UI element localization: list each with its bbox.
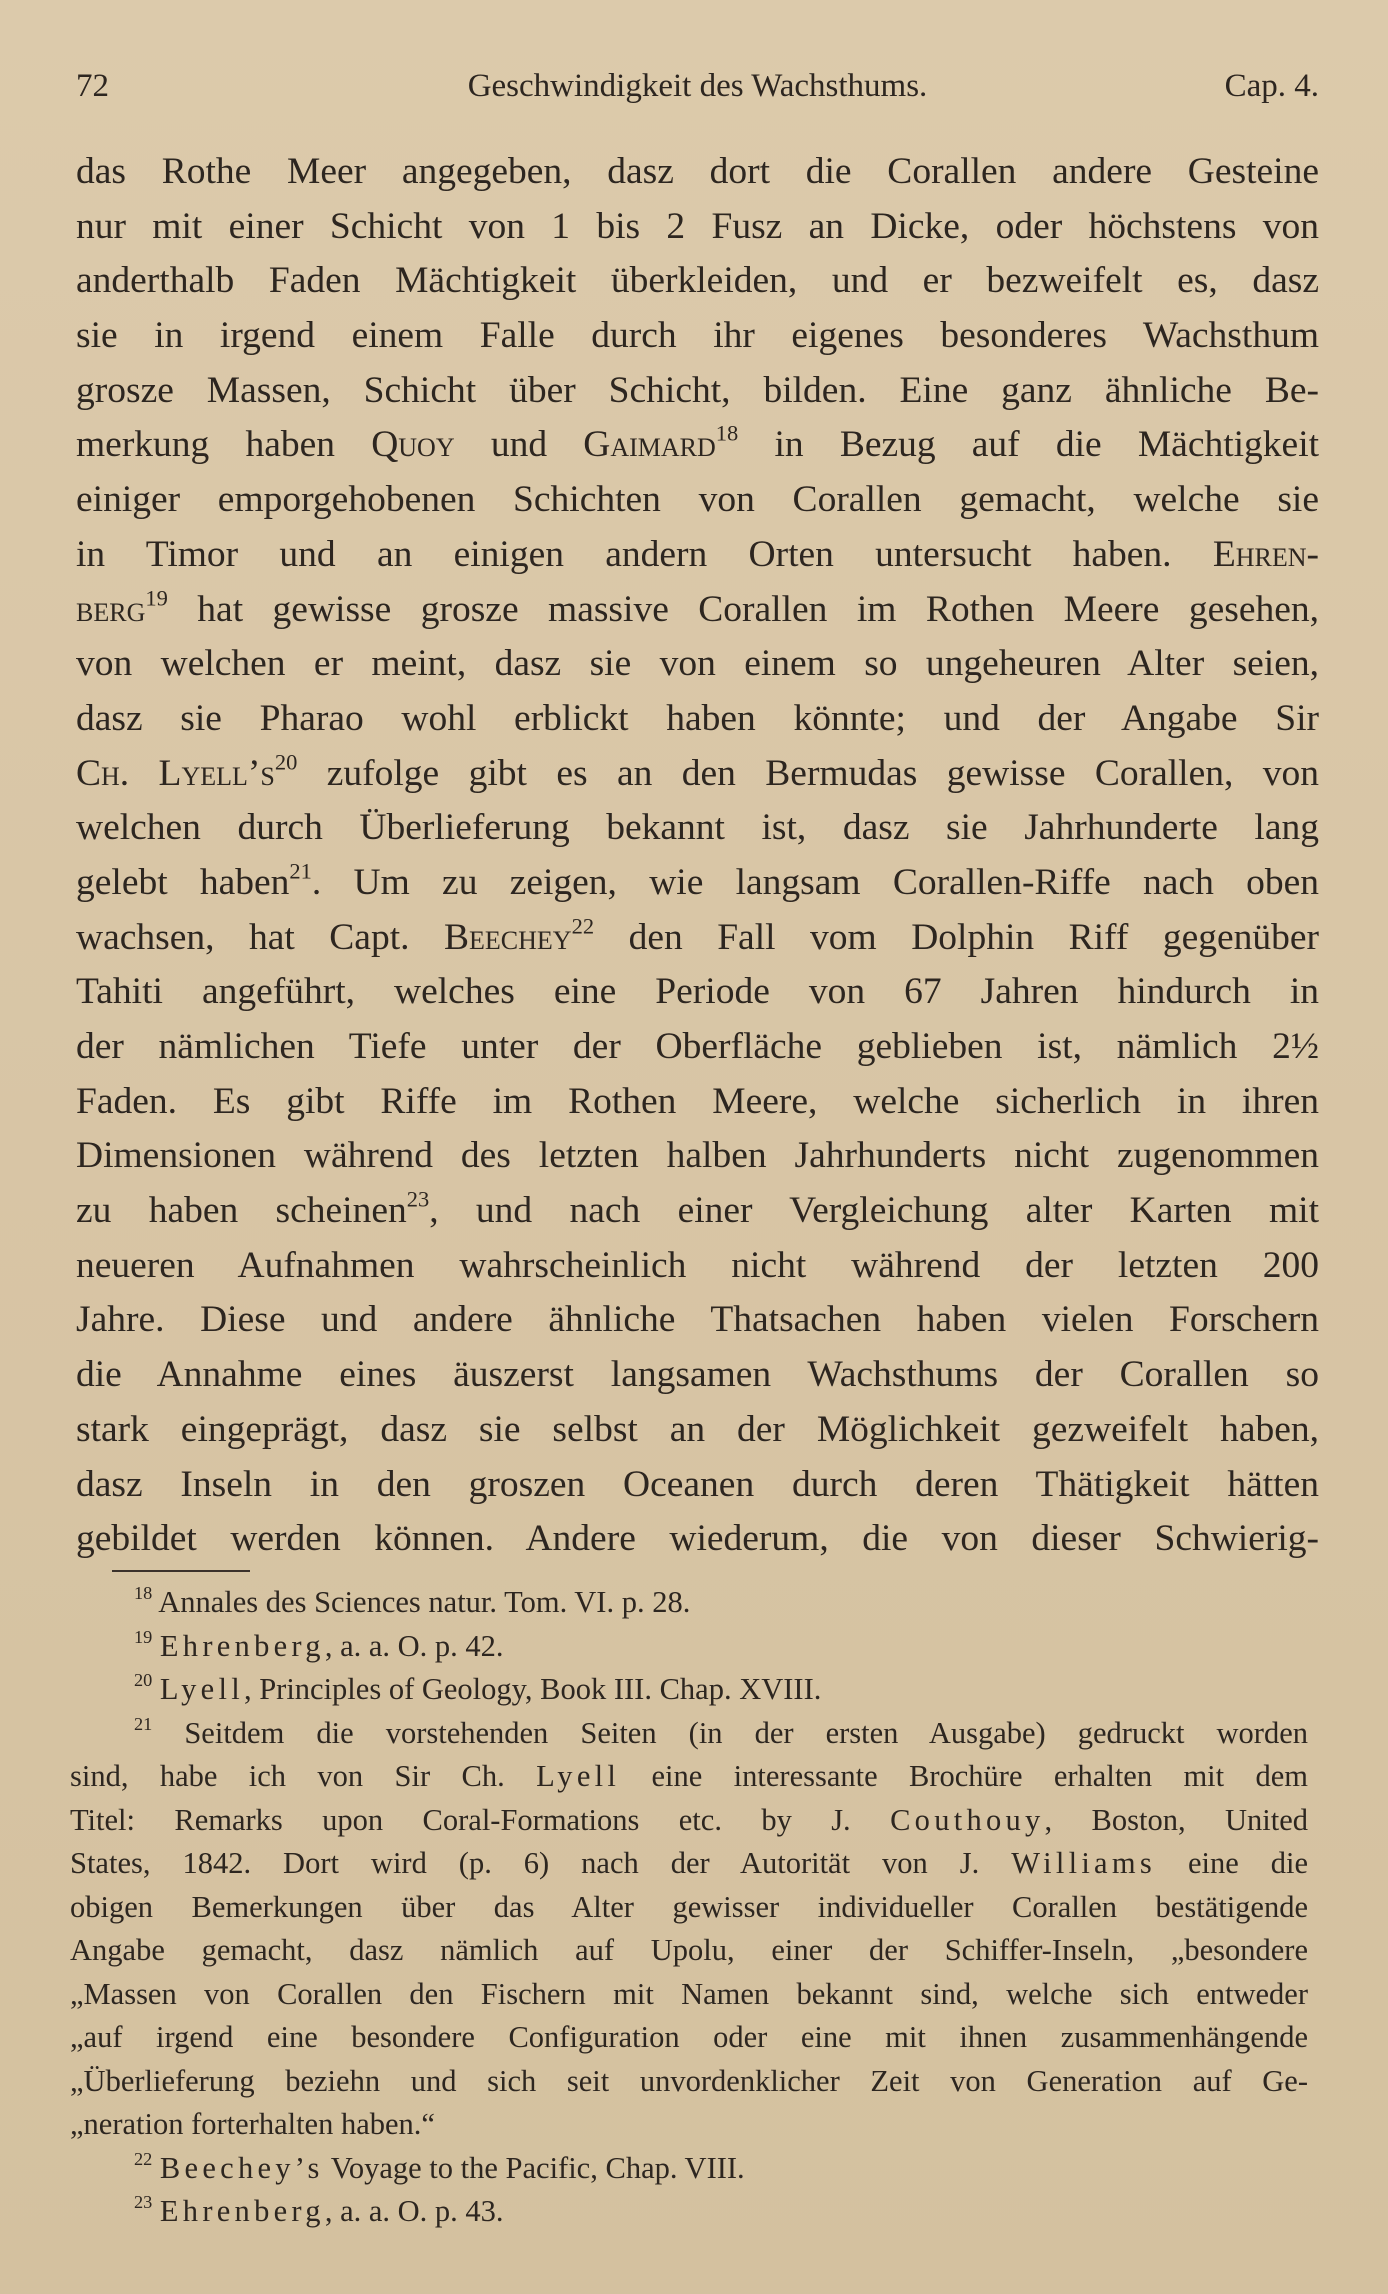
author-beechey: Beechey xyxy=(444,916,572,958)
footnote-number: 23 xyxy=(134,2192,153,2213)
footnote-text: States, 1842. Dort wird (p. 6) nach der Autorität von J. xyxy=(70,1846,980,1880)
text-line: stark eingeprägt, dasz sie selbst an der Möglichkeit gezweifelt haben, xyxy=(76,1408,1319,1450)
author-ehrenberg: Ehren- xyxy=(1212,533,1319,575)
footnote-ref-20: 20 xyxy=(274,748,298,774)
footnote-text: Annales des Sciences natur. Tom. VI. p. 28. xyxy=(158,1585,691,1619)
footnote-author: Lyell xyxy=(159,1672,244,1706)
footnote-line xyxy=(70,1755,1308,1799)
text-line: dasz Inseln in den groszen Oceanen durch deren Thätigkeit hätten xyxy=(76,1463,1319,1505)
footnote-ref-18: 18 xyxy=(715,420,739,446)
footnote-number: 19 xyxy=(134,1626,153,1647)
text-run: zufolge gibt es an den Bermudas gewisse Corallen, von xyxy=(326,752,1319,794)
footnote-author: Ehrenberg xyxy=(159,1628,325,1663)
footnote-ref-19: 19 xyxy=(145,584,168,610)
text-line: Jahre. Diese und andere ähnliche Thatsachen haben vielen Forschern xyxy=(76,1299,1319,1341)
chapter-label: Cap. 4. xyxy=(1224,68,1319,104)
footnote-line xyxy=(70,1842,1308,1886)
text-line: Tahiti angeführt, welches eine Periode von 67 Jahren hindurch in xyxy=(76,971,1319,1013)
text-line: von welchen er meint, dasz sie von einem so ungeheuren Alter seien, xyxy=(76,643,1319,685)
author-lyell: Ch. Lyell’s xyxy=(76,752,275,794)
text-line xyxy=(76,1184,1319,1239)
footnote-line: „Überlieferung beziehn und sich seit unvordenklicher Zeit von Generation auf Ge- xyxy=(70,2063,1308,2098)
footnote-21 xyxy=(70,1712,1308,1756)
page-number: 72 xyxy=(76,68,109,104)
text-line xyxy=(76,528,1319,583)
footnote-text: , a. a. O. p. 43. xyxy=(324,2194,504,2228)
text-run: wachsen, hat Capt. xyxy=(76,916,410,958)
text-line: das Rothe Meer angegeben, dasz dort die Corallen andere Gesteine xyxy=(76,151,1319,192)
footnote-text: sind, habe ich von Sir Ch. xyxy=(70,1759,505,1793)
text-run: in Timor und an einigen andern Orten untersucht haben. xyxy=(76,533,1172,575)
text-run: , und nach einer Vergleichung alter Karten mit xyxy=(429,1190,1319,1232)
footnote-ref-23: 23 xyxy=(406,1186,430,1212)
footnote-author: Lyell xyxy=(536,1759,621,1793)
footnote-text: eine die xyxy=(1188,1846,1309,1880)
text-run: zu haben scheinen xyxy=(76,1190,407,1232)
footnote-19 xyxy=(70,1625,1308,1669)
text-run: . Um zu zeigen, wie langsam Corallen-Riffe nach oben xyxy=(311,861,1319,903)
footnote-23 xyxy=(70,2190,1308,2234)
footnote-author: Williams xyxy=(1011,1846,1157,1880)
text-line: sie in irgend einem Falle durch ihr eigenes besonderes Wachsthum xyxy=(76,315,1319,357)
text-line xyxy=(76,856,1319,911)
text-run: merkung haben xyxy=(76,424,336,466)
footnote-number: 20 xyxy=(134,1670,153,1691)
footnote-text: Voyage to the Pacific, Chap. VIII. xyxy=(330,2150,745,2185)
footnote-text: , Boston, United xyxy=(1044,1802,1308,1837)
footnote-text: Titel: Remarks upon Coral-Formations etc. by J. xyxy=(70,1802,851,1837)
text-line xyxy=(76,583,1319,638)
text-line: neueren Aufnahmen wahrscheinlich nicht während der letzten 200 xyxy=(76,1244,1319,1286)
author-ehrenberg-cont: berg xyxy=(76,588,146,630)
footnote-line: „neration forterhalten haben.“ xyxy=(70,2107,435,2141)
footnote-line: obigen Bemerkungen über das Alter gewisser individueller Corallen bestätigende xyxy=(70,1889,1308,1924)
text-run: und xyxy=(490,424,548,466)
text-line xyxy=(76,911,1319,966)
text-line: Dimensionen während des letzten halben Jahrhunderts nicht zugenommen xyxy=(76,1135,1319,1177)
footnote-18 xyxy=(70,1581,1308,1625)
footnote-number: 22 xyxy=(134,2148,153,2169)
footnote-author: Beechey’s xyxy=(159,2150,324,2185)
footnote-number: 21 xyxy=(134,1713,153,1734)
text-line: welchen durch Überlieferung bekannt ist, dasz sie Jahrhunderte lang xyxy=(76,807,1319,849)
footnote-text: Seitdem die vorstehenden Seiten (in der ersten Ausgabe) gedruckt worden xyxy=(184,1715,1308,1750)
footnote-author: Ehrenberg xyxy=(159,2194,325,2228)
footnote-22 xyxy=(70,2147,1308,2191)
text-line xyxy=(76,418,1319,473)
footnote-line: „auf irgend eine besondere Configuration oder eine mit ihnen zusammenhängende xyxy=(70,2020,1308,2054)
text-run: hat gewisse grosze massive Corallen im Rothen Meere gesehen, xyxy=(197,588,1320,630)
text-line: gebildet werden können. Andere wiederum, die von dieser Schwierig- xyxy=(76,1518,1319,1560)
text-line: anderthalb Faden Mächtigkeit überkleiden, und er bezweifelt es, dasz xyxy=(76,260,1319,302)
text-line: der nämlichen Tiefe unter der Oberfläche geblieben ist, nämlich 2½ xyxy=(76,1026,1319,1067)
footnote-text: , a. a. O. p. 42. xyxy=(324,1628,504,1663)
footnote-line xyxy=(70,1799,1308,1843)
footnote-ref-22: 22 xyxy=(571,912,595,938)
text-line: die Annahme eines äuszerst langsamen Wachsthums der Corallen so xyxy=(76,1354,1319,1396)
text-line: einiger emporgehobenen Schichten von Corallen gemacht, welche sie xyxy=(76,479,1319,521)
text-run: gelebt haben xyxy=(76,861,290,903)
text-line: dasz sie Pharao wohl erblickt haben könnte; und der Angabe Sir xyxy=(76,697,1319,739)
footnote-divider xyxy=(112,1570,250,1572)
text-line: nur mit einer Schicht von 1 bis 2 Fusz an Dicke, oder höchstens von xyxy=(76,205,1319,247)
author-quoy: Quoy xyxy=(371,424,455,466)
text-line: grosze Massen, Schicht über Schicht, bilden. Eine ganz ähnliche Be- xyxy=(76,369,1319,411)
footnote-ref-21: 21 xyxy=(289,858,312,884)
footnotes xyxy=(70,1581,1308,2234)
footnote-text: eine interessante Brochüre erhalten mit dem xyxy=(651,1759,1309,1793)
text-line xyxy=(76,747,1319,802)
footnote-text: , Principles of Geology, Book III. Chap. XVIII. xyxy=(243,1672,822,1706)
running-title: Geschwindigkeit des Wachsthums. xyxy=(467,68,928,104)
footnote-line: Angabe gemacht, dasz nämlich auf Upolu, einer der Schiffer-Inseln, „besondere xyxy=(70,1933,1308,1967)
text-line: Faden. Es gibt Riffe im Rothen Meere, welche sicherlich in ihren xyxy=(76,1080,1319,1122)
text-run: in Bezug auf die Mächtigkeit xyxy=(774,424,1320,466)
footnote-20 xyxy=(70,1668,1308,1712)
footnote-author: Couthouy xyxy=(890,1802,1045,1837)
text-run: den Fall vom Dolphin Riff gegenüber xyxy=(628,916,1320,958)
footnote-line: „Massen von Corallen den Fischern mit Namen bekannt sind, welche sich entweder xyxy=(70,1976,1308,2011)
footnote-number: 18 xyxy=(134,1583,153,1604)
main-text xyxy=(76,145,1319,1567)
author-gaimard: Gaimard xyxy=(583,424,716,466)
page-header xyxy=(76,60,1319,112)
